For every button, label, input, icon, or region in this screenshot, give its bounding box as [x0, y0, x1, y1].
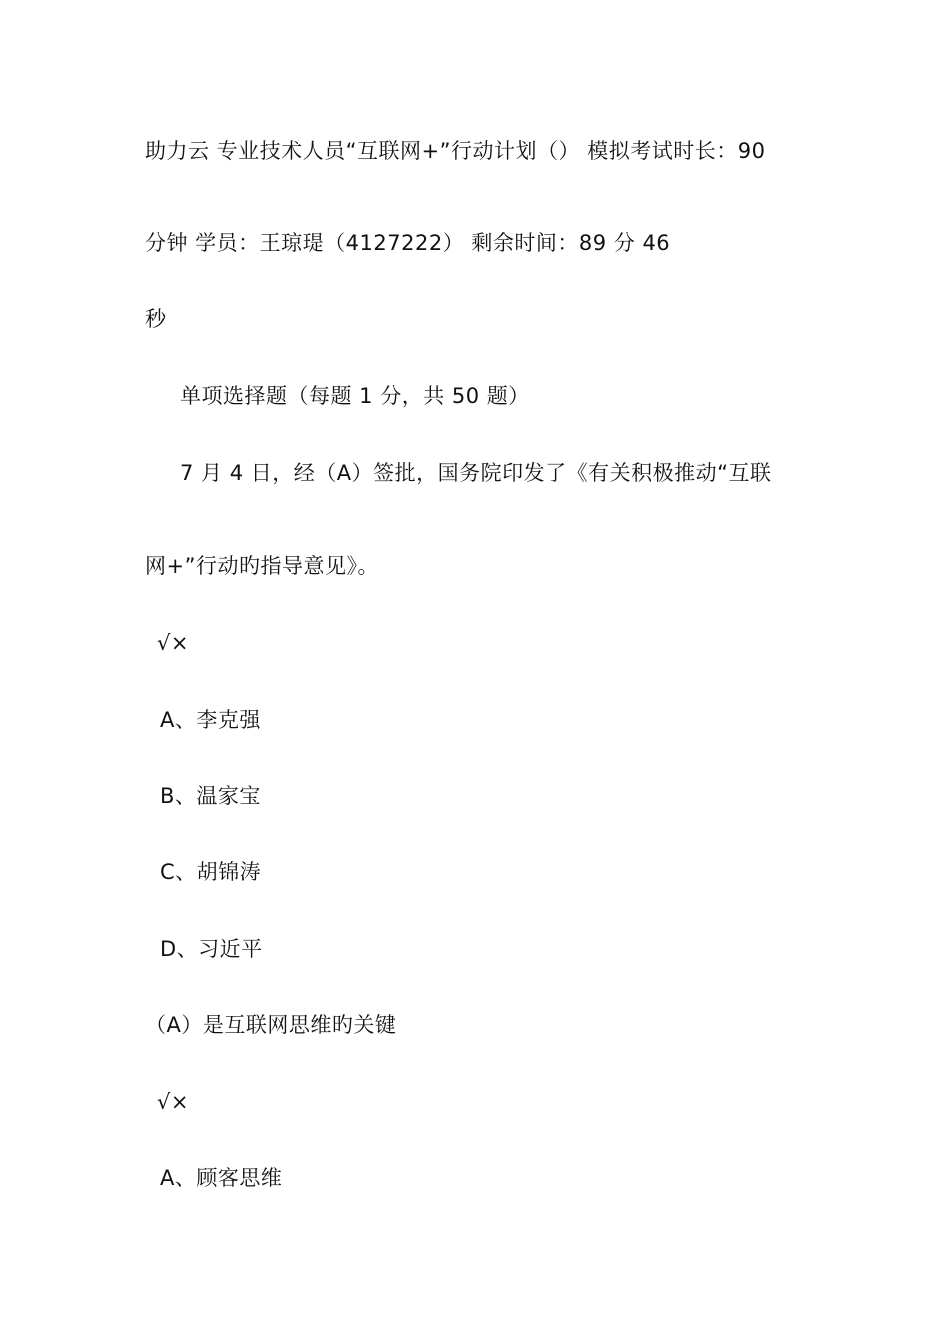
- question-1-option-d[interactable]: D、习近平: [160, 937, 263, 961]
- question-2-text: （A）是互联网思维旳关键: [145, 1013, 397, 1037]
- question-1-option-a[interactable]: A、李克强: [160, 708, 261, 732]
- section-title: 单项选择题（每题 1 分，共 50 题）: [180, 384, 530, 408]
- question-1-option-c[interactable]: C、胡锦涛: [160, 860, 262, 884]
- question-1-text-line-2: 网+”行动旳指导意见》。: [145, 554, 379, 578]
- question-1-option-b[interactable]: B、温家宝: [160, 784, 261, 808]
- question-2-answer-marks[interactable]: √×: [157, 1090, 189, 1114]
- question-1-text-line-1: 7 月 4 日，经（A）签批，国务院印发了《有关积极推动“互联: [180, 461, 772, 485]
- exam-header-line-2: 分钟 学员：王琼瑅（4127222） 剩余时间：89 分 46: [145, 231, 671, 255]
- question-2-option-a[interactable]: A、顾客思维: [160, 1166, 283, 1190]
- question-1-answer-marks[interactable]: √×: [157, 631, 189, 655]
- exam-header-line-3: 秒: [145, 307, 167, 331]
- exam-header-line-1: 助力云 专业技术人员“互联网+”行动计划（） 模拟考试时长：90: [145, 139, 766, 163]
